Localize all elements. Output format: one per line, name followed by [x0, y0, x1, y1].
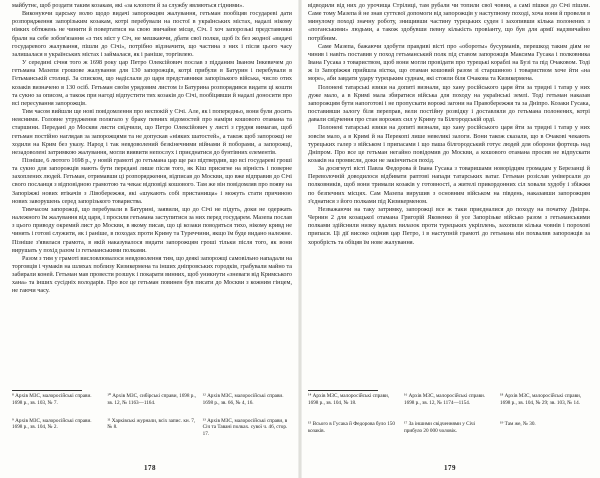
footnote: ¹⁹ Там же, № 30. [500, 421, 536, 427]
page-number: 178 [144, 464, 156, 472]
paragraph: Полонені татарські язики на допиті визнали, що хану російського царя йти за тридні і татар у них дуже мало, а в Кримі мала збиратися війська для походу на українські землі. Тоді гетьман наказав запорожцям бути напоготові і не пропускати ворожі загони на Правобережжя та за Дніпро. Козаки Гусака, поставивши залогу біля переправ, вели постійну розвідку і доставляли до гетьмана полонених, котрі давали свідчення про стан ворожих сил у Криму та Білгородській орді. [308, 83, 590, 124]
page-number: 179 [444, 464, 456, 472]
left-footnotes [12, 393, 292, 449]
right-body-text [308, 2, 590, 388]
paragraph: Тимчасом запорожці, що перебували в Батурині, заявили, що до Січі не підуть, доки не одержать належного їм жалування від царя, і просили гетьмана заступитися за них перед государем. Мазепа послав з цього приводу окремий лист до Москви, в якому писав, що ці козаки поводяться тихо, нікому кривд не чинять і готові служити, як і раніше, в походах проти Криму та Туреччини, якщо їм буде видано належне. Пізніше з'явилася грамота, в якій наказувалося видати запорожцям гроші тільки після того, як вони вирушать у похід разом із гетьманськими полками. [12, 205, 292, 254]
paragraph: Незважаючи на таку затримку, запорожці все ж таки приєдналися до походу на початку Дніпра. Чернин 2 для козацької отамана Григорій Яковенко й усе Запорізьке військо разом з гетьманськими полками здійснили низку вдалих вилазок проти турецьких укріплень, захопили кілька човнів і порохові припаси. Ці дії високо оцінив цар Петро, і в наступній грамоті до гетьмана він похвалив запорожців за хоробрість та обіцяв їм нове жалування. [308, 205, 590, 246]
left-body-text [12, 2, 292, 388]
footnote: ¹⁶ Архів МЗС, малоросійські справи. 1698 р., зв. 12, № 1174—1154. [404, 393, 486, 406]
right-page [300, 0, 600, 478]
paragraph: відводили від них до урочища Стрілиці, там рубали чи топили свої човни, а самі пішки до Січі пішли. Саме тому Мазепа й не знав суттєвої допомоги від запорожців у наступному поході, хоча вони й провели в минулому поході значну роботу, знищивши частину турецьких суден і захопивши кілька полонених з «поганськими» людьми, а також здобувши певну кількість провіанту, що був для армії надзвичайно потрібним. [308, 2, 590, 42]
paragraph: Тим часом вийшли ще нові повідомлення про неспокій у Січі. Але, як і попередньо, вони були досить неясними. Головне утрудження полягало у браку певних відомостей про наміри кошового отамана та старшини. Передані до Москви листи свідчили, що Петро Олексійович у листі з грудня вимагав, щоб гетьман постійно наглядав за запорожцями та не допускав «ніяких шатостей», а також щоб запорожці не ходили на Крим без указу. Народ і так невдоволений безкінечними війнами й поборами, а запорожці, незадоволені затримкою жалування, могли виявити непослух і приєднатися до бунтівних елементів. [12, 108, 292, 156]
footnote: ⁸ Архів МЗС, малоросійські справи. 1698 р., зв. 103, № 7. [12, 393, 92, 406]
footnote: ¹⁸ Архів МЗС, малоросійські справи, 1698 р., зв. 104, № 29; зв. 103, № 14. [500, 393, 582, 406]
footnote-divider [308, 390, 378, 391]
paragraph: Разом з тим у грамоті висловлювалося невдоволення тим, що деякі запорожці самовільно нападали на торговців і чумаків на шляхах поблизу Кизикермена та інших дніпровських городків, грабували майно та забирали коней. Гетьман мав провести розшук і покарати винних, щоб уникнути «зневаги від Кримського хана» та інших сусідніх володарів. Про все це гетьман повинен був писати до Москви з кожним гінцем, не гаючи часу. [12, 254, 292, 295]
paragraph: У середині січня того ж 1698 року цар Петро Олексійович послав з підданим Іваном Інкевичем до гетьмана Мазепи грошове жалування для 130 запорожців, котрі прибули в Батурин і перебували в Гетьманській столиці. За списком, що надіслали до царя представники запорізького війська, число отих козаків визначено в 130 осіб. Гетьман своїм урядовим листом із Батурина розпорядився видати ці кошти та сукно за описом, а також при нагоді відпустити тих козаків до Січі, пообіцявши й надалі доносити про всі пересування запорожців. [12, 59, 292, 107]
footnote-divider [12, 390, 82, 391]
paragraph: майбутнє, щоб роздати таким козакам, які «за клопоти й за службу являються гідними». [12, 2, 244, 9]
paragraph: Виконуючи царську волю щодо видачі запорожцям жалування, гетьман пообіцяв государеві дати розпорядження запорізьким козакам, котрі перебували на постої в українських містах, надалі нікому ніяких обтяжень не чинити й повертатися на свою звичайне місце, Січ. І хоч запорозькі представники брали на себе зобов'язання «з тих міст у Січ, не мешкаючи, дбати свої полки, щоб їх без жодної «видачі государевого жалування, пішли до Січі», потрібно відзначити, що частина з них і після цього часу залишалася в українських містах і займалася, як і раніше, торгівлею. [12, 10, 292, 58]
footnote: ¹¹ Харківські журнали, всіх запис. кн. 7, № 8. [107, 417, 196, 431]
footnote: ¹³ Архів МЗС, малоросійські справи, в Січ та Тавані полках. сувої ч. 46, стор. 17. [202, 417, 288, 437]
paragraph: За досягнуті вісті Павла Федорова й Івана Гусака з товаришами новорідцям громадам у Березанці й Переволочній доводилося відбивати раптові напади татарських ватаг. Гетьман розіслав універсали до полковників, щоб вони тримали козаків у готовності, а жителі прикордонних сіл ховали худобу і збіжжя по безпечних місцях. Сам Мазепа вирушив з основним військом на південь, наказавши запорожцям з'єднатися з його полками під Кизикерменом. [308, 165, 590, 205]
right-footnotes [308, 393, 590, 449]
paragraph: Саме Мазепа, бажаючи здобути правдиві вісті про «обороты» бусурманів, перешкод таким діям не чинив і навіть поставив у поход гетьманський полк під ставом запорожців Максима Гусака і полковника Івана Гусака з товариством, щоб вони могли провідати про турецькі кораблі на Бузі та під Очаковом. Тоді ж із Запоріжжя прийшла вістка, що отаман кошовий разом зі старшиною і товариством хоче йти «на море», аби завдати удару турецьким суднам, які стояли біля Очакова та Кизикермена. [308, 42, 590, 83]
paragraph: Полонені татарські язики на допиті визнали, що хану російського царя йти за тридні і татар у них зовсім мало, а в Кримі й на Перекопі лише невеликі залоги. Вони також сказали, що в Очакові чекають турецьких галер з військом і припасами і що паша білгородський готує людей для оборони фортець над Дніпром. Про все це гетьман негайно повідомив до Москви, а кошового отамана просив не відпускати козаків на промисли, доки не закінчиться похід. [308, 124, 590, 164]
footnote: ⁹ Архів МЗС, малоросійські справи. 1698 р., зв. 104, № 2. [12, 417, 92, 431]
paragraph: Пізніше, 6 лютого 1698 р., у новій грамоті до гетьмана цар ще раз підтвердив, що всі государеві гроші та сукно для запорожців мають бути передані лише після того, як Кіш присягне на вірність і поверне захоплених людей. Гетьман, отримавши ці розпорядження, відписав до Москви, що вже відправив до Січі свого посланця з відповідною грамотою та чекає відповіді кошового. Там же він повідомляв про появу на Запоріжжі нових втікачів з Лівобережжя, які «шукають собі пристанища» і можуть стати причиною нових заворушень серед запорізького товариства. [12, 156, 292, 205]
footnote: ¹⁷ За іншими свідченнями у Січі прибуло 20 000 чоловік. [404, 421, 476, 434]
footnote: ¹⁵ Всього в Гусака й Федорова було 150 козаків. [308, 421, 395, 434]
footnote: ¹⁰ Архів МЗС, сибірські справи, 1698 р., зв. 12, № 1163—1164. [107, 393, 196, 406]
footnote: ¹⁴ Архів МЗС, малоросійські справи, 1698 р., зв. 104, № 18. [308, 393, 390, 406]
footnote: ¹² Архів МЗС, малоросійські справи. 1698 р., зв. 66, № 4, 16. [202, 393, 284, 406]
